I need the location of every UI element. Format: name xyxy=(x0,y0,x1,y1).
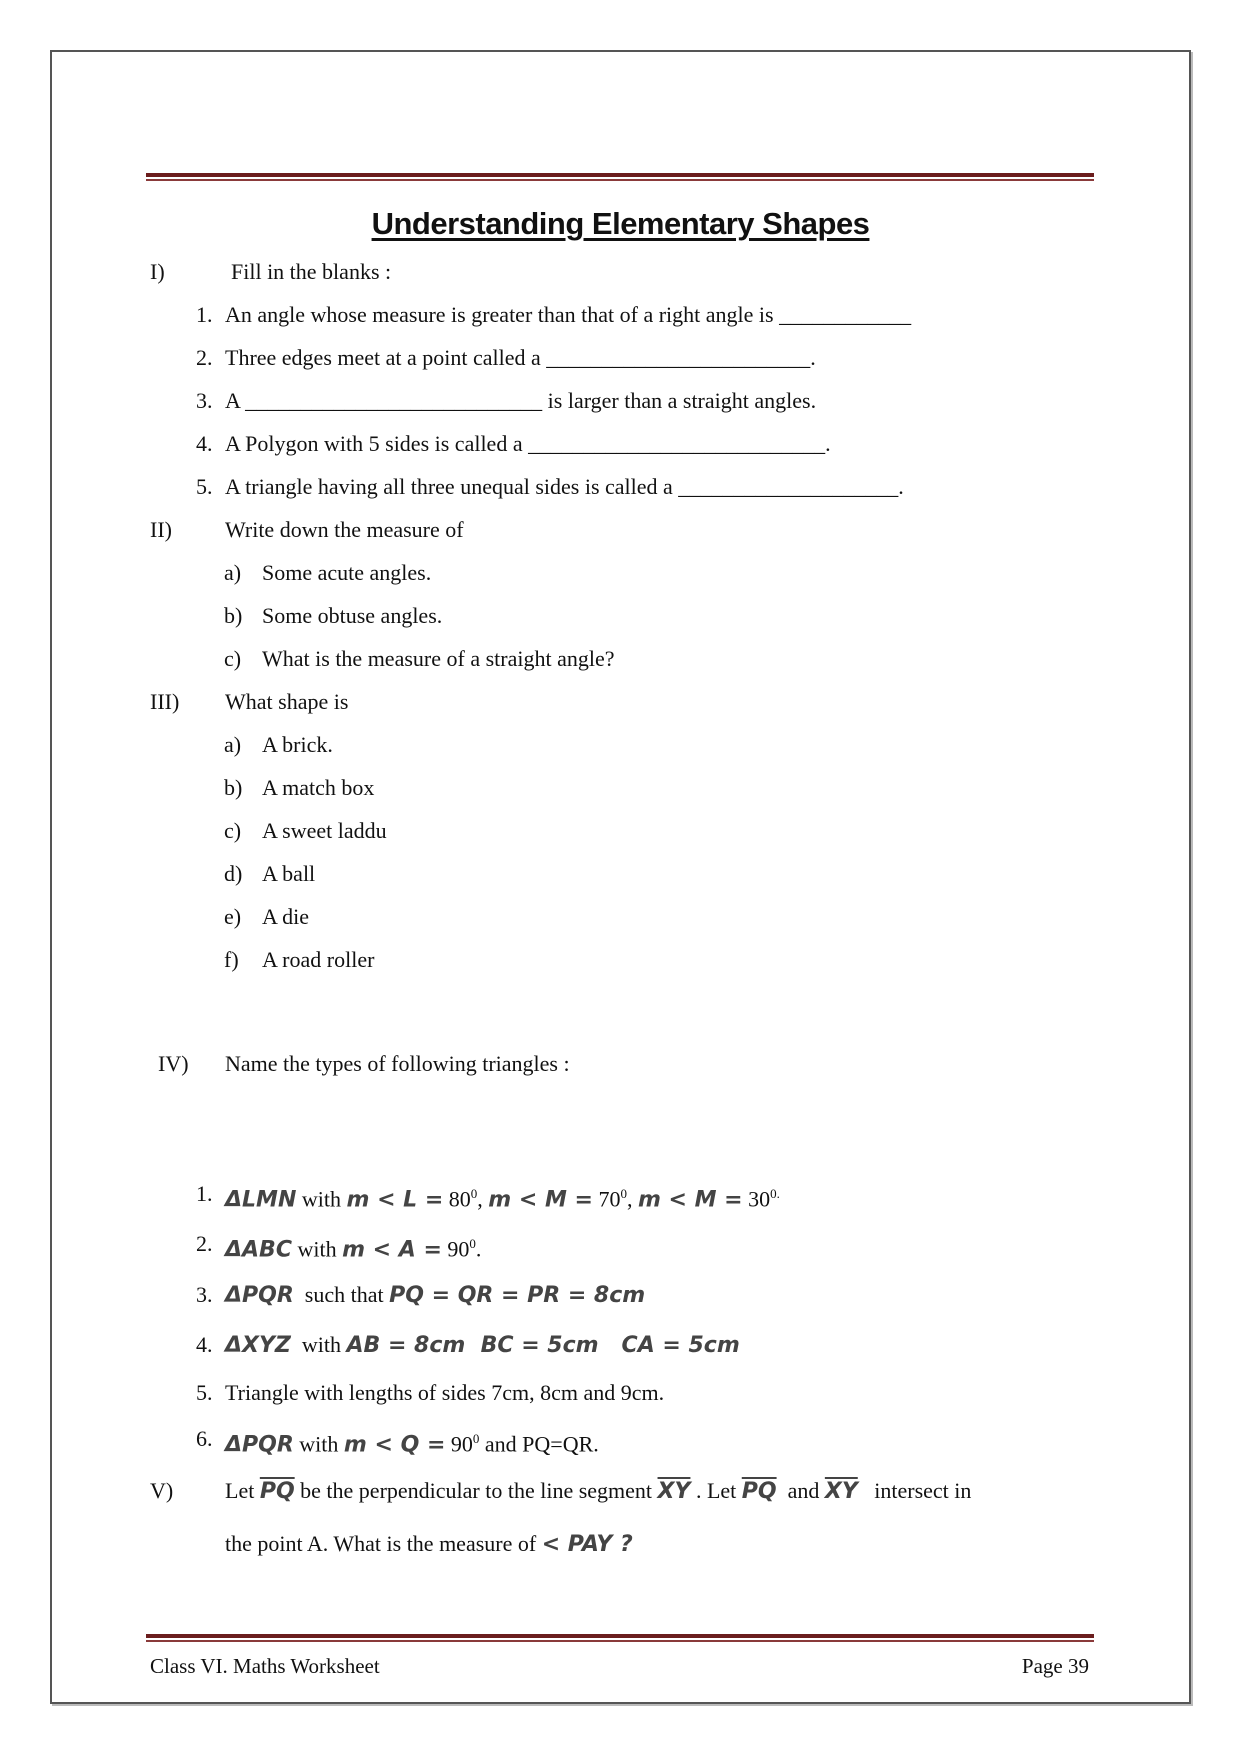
triangle-question: ΔABC with $m < A = 90^0$. xyxy=(225,1236,482,1263)
triangle-question: Triangle with lengths of sides 7cm, 8cm and 9cm. xyxy=(225,1380,665,1405)
item-letter: b) xyxy=(224,775,243,800)
item-number: 1. xyxy=(196,1181,213,1206)
section-3-number: III) xyxy=(150,689,180,714)
footer-rule xyxy=(146,1634,1094,1642)
item-letter: b) xyxy=(224,603,243,628)
triangle-name: ΔXYZ xyxy=(225,1333,291,1358)
fill-blank-question: A Polygon with 5 sides is called a ___________________________. xyxy=(225,431,831,456)
footer-class-label: Class VI. Maths Worksheet xyxy=(150,1654,380,1678)
triangle-name: ΔLMN xyxy=(225,1187,297,1213)
shape-question: A ball xyxy=(262,861,316,886)
section-5-line-2: the point A. What is the measure of < PAY ? xyxy=(225,1531,633,1557)
item-number: 5. xyxy=(196,474,213,499)
triangle-question: ΔPQR such that PQ = QR = PR = 8cm xyxy=(225,1282,646,1308)
triangle-name: ΔABC xyxy=(225,1237,292,1263)
shape-question: A road roller xyxy=(262,947,375,972)
item-number: 5. xyxy=(196,1380,213,1405)
fill-blank-question: A ___________________________ is larger than a straight angles. xyxy=(225,388,817,413)
item-number: 4. xyxy=(196,431,213,456)
section-3-heading: What shape is xyxy=(225,689,349,714)
item-number: 2. xyxy=(196,1231,213,1256)
section-4-heading: Name the types of following triangles : xyxy=(225,1051,570,1076)
shape-question: A sweet laddu xyxy=(262,818,387,843)
page-title: Understanding Elementary Shapes xyxy=(371,206,870,241)
item-number: 6. xyxy=(196,1426,213,1451)
page-number: Page 39 xyxy=(1021,1654,1089,1678)
item-letter: f) xyxy=(224,947,239,972)
item-letter: d) xyxy=(224,861,243,886)
section-5-line-1: Let $\overline{PQ}$ be the perpendicular to the line segment $\overline{XY}$ . Let $\overline{PQ}$ and $\overline{XY}$ intersect in xyxy=(225,1478,972,1504)
section-4-number: IV) xyxy=(158,1051,189,1076)
section-5-number: V) xyxy=(150,1478,174,1503)
triangle-name: ΔPQR xyxy=(225,1283,294,1308)
header-rule xyxy=(146,173,1094,181)
item-number: 4. xyxy=(196,1332,213,1357)
triangle-question: ΔPQR with $m < Q = 90^0$ and PQ=QR. xyxy=(225,1431,599,1458)
measure-question: Some acute angles. xyxy=(262,560,432,585)
section-1-heading: Fill in the blanks : xyxy=(231,259,392,284)
shape-question: A match box xyxy=(262,775,375,800)
fill-blank-question: Three edges meet at a point called a ________________________. xyxy=(225,345,816,370)
segment-pq: $\overline{PQ}$ xyxy=(259,1479,295,1504)
item-letter: c) xyxy=(224,646,242,671)
item-number: 2. xyxy=(196,345,213,370)
shape-question: A die xyxy=(262,904,310,929)
item-number: 3. xyxy=(196,1282,213,1307)
triangle-question: ΔLMN with $m < L = 80^0$, $m < M = 70^0$, $m < M = 30^{0.}$ xyxy=(225,1186,780,1213)
triangle-question: ΔXYZ with AB = 8cm BC = 5cm CA = 5cm xyxy=(225,1332,740,1358)
item-letter: c) xyxy=(224,818,242,843)
page-border xyxy=(50,50,1191,1704)
triangle-name: ΔPQR xyxy=(225,1432,294,1458)
item-number: 1. xyxy=(196,302,213,327)
measure-question: Some obtuse angles. xyxy=(262,603,443,628)
item-number: 3. xyxy=(196,388,213,413)
angle-pay: < PAY ? xyxy=(541,1532,633,1557)
section-1-number: I) xyxy=(150,259,165,284)
segment-xy: $\overline{XY}$ xyxy=(824,1479,858,1504)
segment-xy: $\overline{XY}$ xyxy=(657,1479,691,1504)
segment-pq: $\overline{PQ}$ xyxy=(741,1479,777,1504)
item-letter: a) xyxy=(224,732,242,757)
shape-question: A brick. xyxy=(262,732,333,757)
section-2-number: II) xyxy=(150,517,172,542)
item-letter: a) xyxy=(224,560,242,585)
section-2-heading: Write down the measure of xyxy=(225,517,464,542)
fill-blank-question: A triangle having all three unequal sides is called a ____________________. xyxy=(225,474,904,499)
measure-question: What is the measure of a straight angle? xyxy=(262,646,615,671)
fill-blank-question: An angle whose measure is greater than that of a right angle is ____________ xyxy=(225,302,912,327)
item-letter: e) xyxy=(224,904,242,929)
